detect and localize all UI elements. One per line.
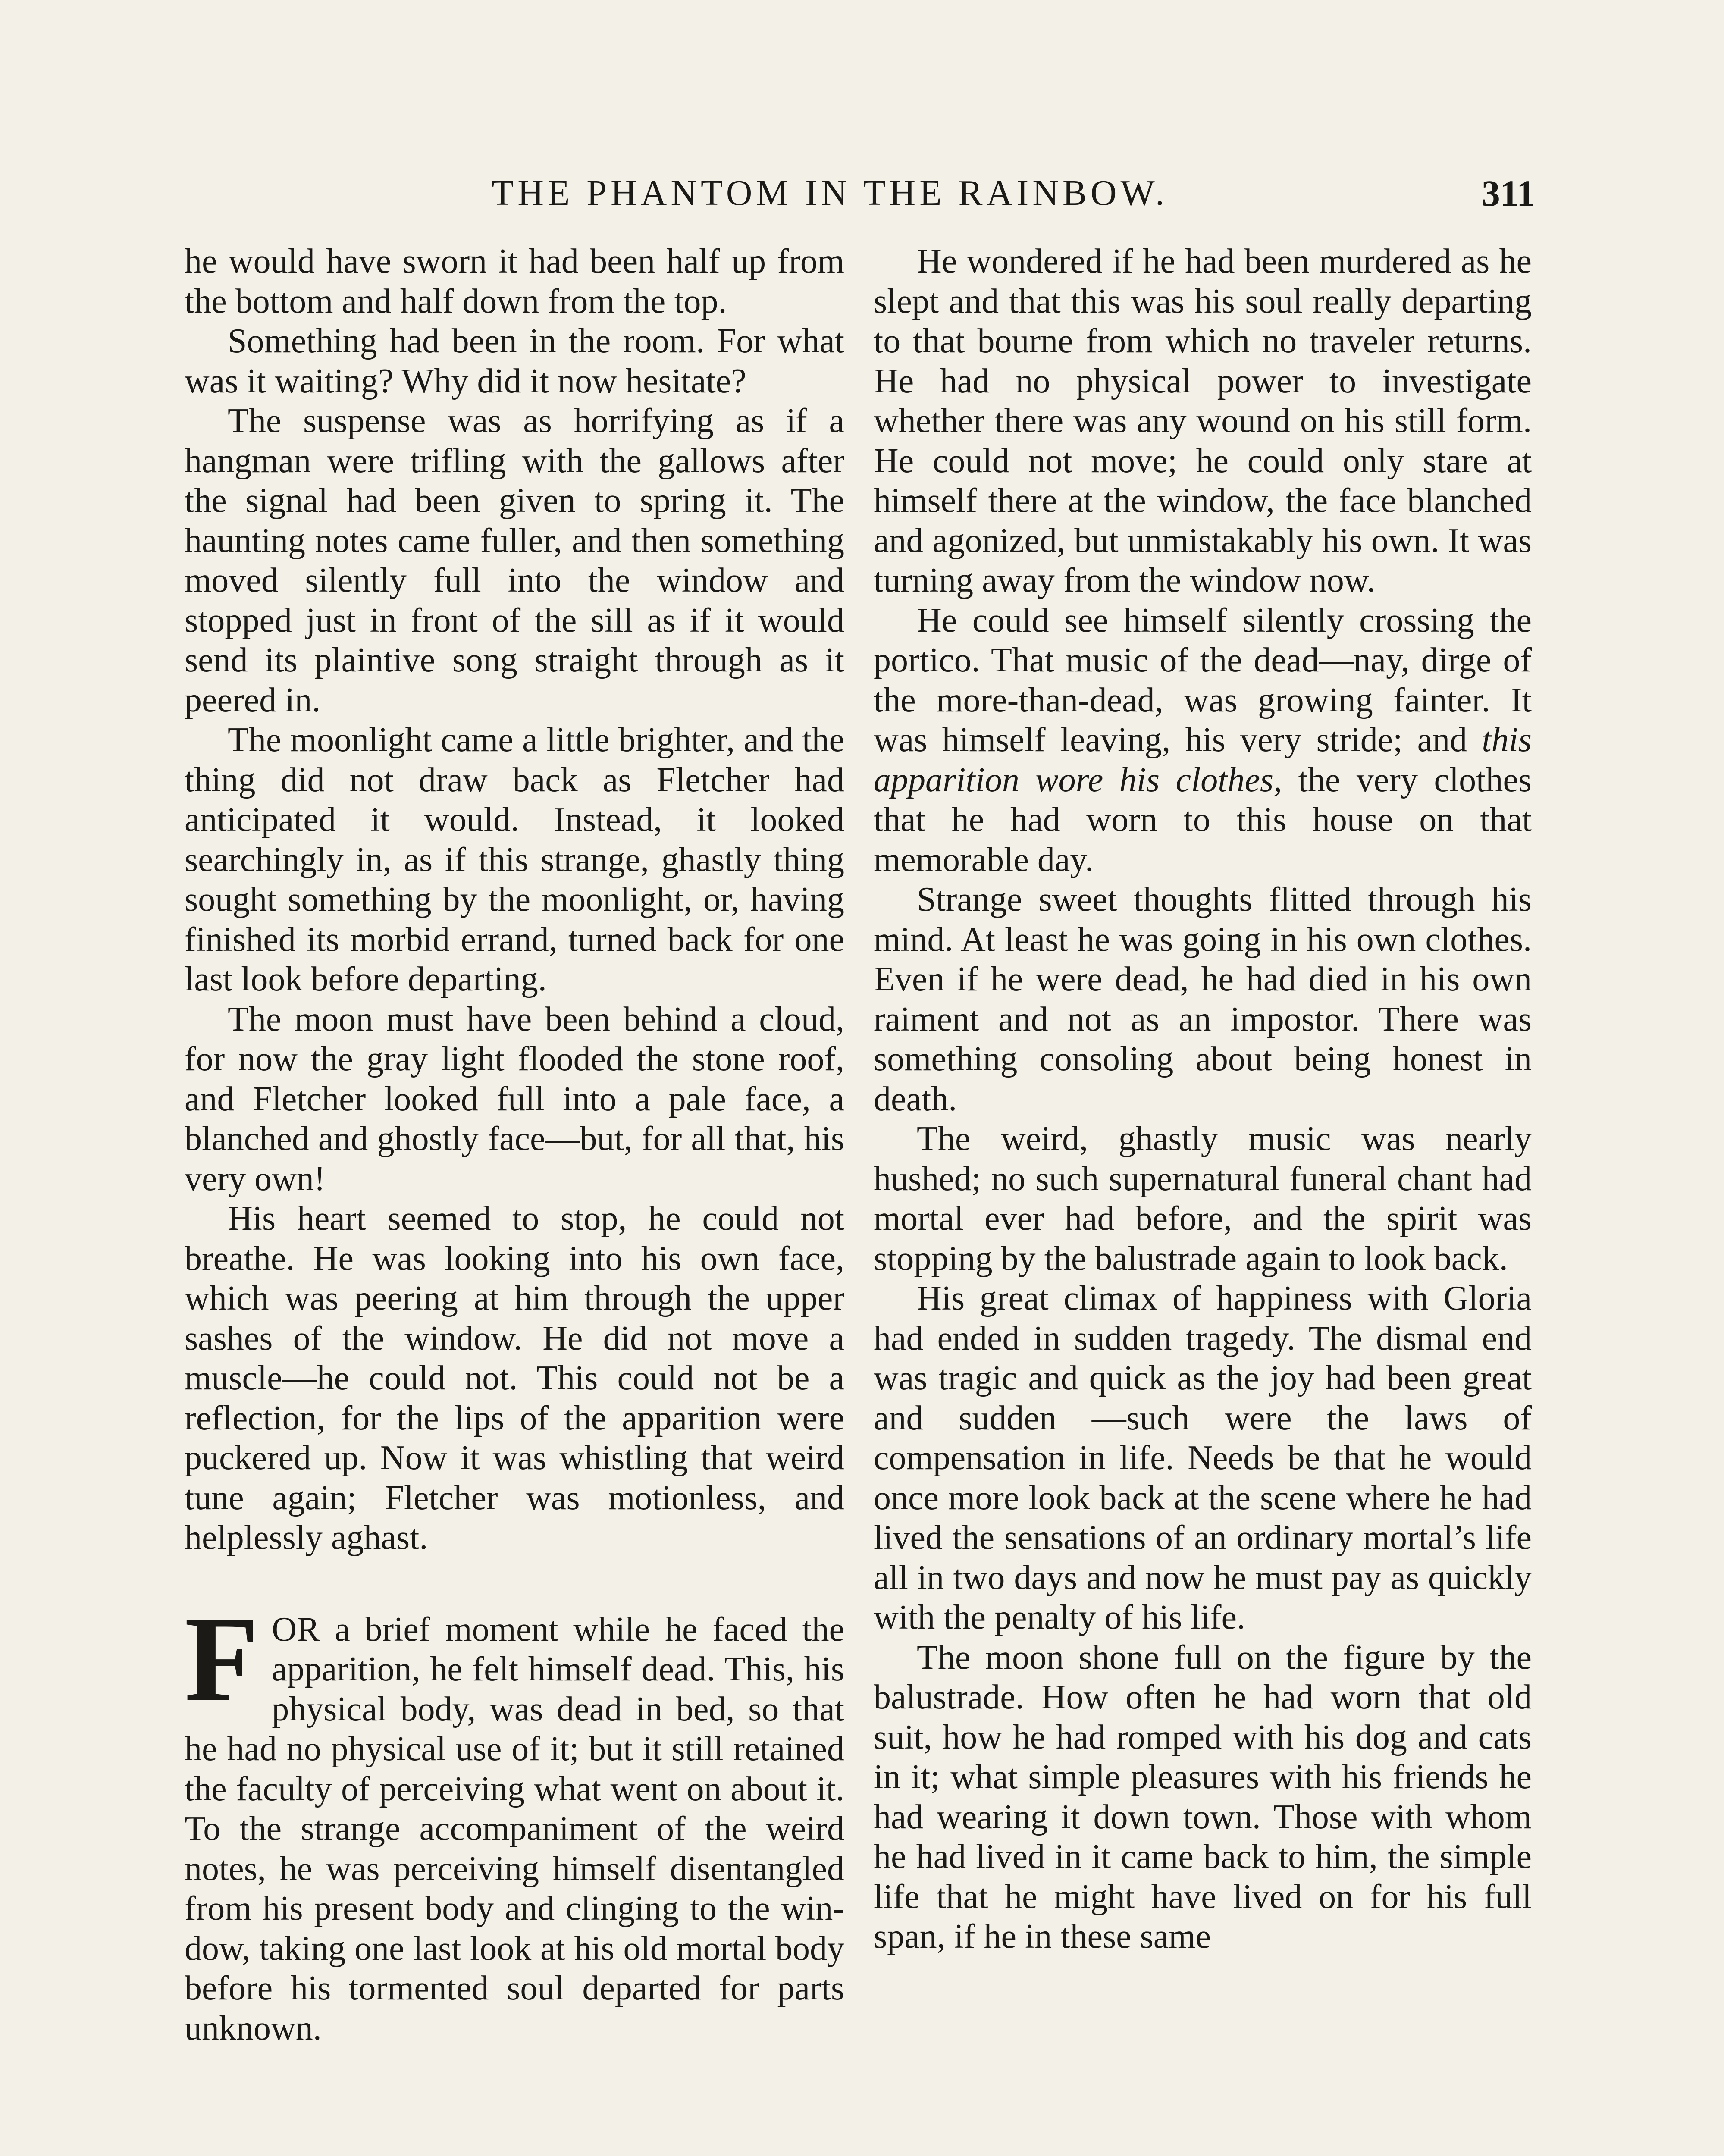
paragraph: His great climax of happiness with Gloria had ended in sudden tragedy. The dismal end was tragic and quick as the joy had been great and sudden —such were the laws of compensation in life. Needs be that he would once more look back at the scene where he had lived the sensations of an ordinary mortal’s life all in two days and now he must pay as quickly with the penalty of his life. xyxy=(874,1279,1532,1636)
paragraph: The moonlight came a little brighter, and the thing did not draw back as Fletcher had anticipated it would. Instead, it looked searchingly in, as if this strange, ghastly thing sought something by the moonlight, or, having finished its morbid errand, turned back for one last look before departing. xyxy=(185,721,844,998)
paragraph: He wondered if he had been murdered as he slept and that this was his soul really departing to that bourne from which no traveler returns. He had no physical power to investigate whether there was any wound on his still form. He could not move; he could only stare at himself there at the window, the face blanched and agonized, but unmistakably his own. It was turning away from the window now. xyxy=(874,242,1532,599)
paragraph: he would have sworn it had been half up from the bottom and half down from the top. xyxy=(185,242,844,320)
paragraph: His heart seemed to stop, he could not breathe. He was looking into his own face, which was peering at him through the upper sashes of the window. He did not move a muscle—he could not. This could not be a reflection, for the lips of the apparition were puckered up. Now it was whistling that weird tune again; Fletcher was motionless, and helplessly aghast. xyxy=(185,1200,844,1557)
running-title: THE PHANTOM IN THE RAINBOW. xyxy=(492,173,1169,213)
paragraph: The moon shone full on the figure by the balustrade. How often he had worn that old suit, how he had romped with his dog and cats in it; what simple pleasures with his friends he had wearing it down town. Those with whom he had lived in it came back to him, the simple life that he might have lived on for his full span, if he in these same xyxy=(874,1638,1532,1955)
page-number: 311 xyxy=(1481,172,1535,214)
paragraph xyxy=(874,601,1532,880)
paragraph: Strange sweet thoughts flitted through his mind. At least he was going in his own clothes. Even if he were dead, he had died in his own raiment and not as an impostor. There was something consoling about being honest in death. xyxy=(874,881,1532,1118)
paragraph: The moon must have been behind a cloud, for now the gray light flooded the stone roof, and Fletcher looked full into a pale face, a blanched and ghostly face—but, for all that, his very own! xyxy=(185,1000,844,1198)
left-column xyxy=(185,241,844,2048)
paragraph: The weird, ghastly music was nearly hushed; no such supernatural funeral chant had mortal ever had before, and the spirit was stopping by the balustrade again to look back. xyxy=(874,1120,1532,1278)
paragraph-text: the very clothes that he had worn to this house on that memorable day. xyxy=(874,761,1532,879)
paragraph: The suspense was as horrifying as if a hangman were trifling with the gallows after the signal had been given to spring it. The haunting notes came fuller, and then something moved silently full into the window and stopped just in front of the sill as if it would send its plaintive song straight through as it peered in. xyxy=(185,402,844,719)
right-column xyxy=(874,241,1532,1957)
section-opening-paragraph xyxy=(185,1591,844,2049)
drop-cap: F xyxy=(185,1591,259,1726)
italic-phrase: this apparition wore his clothes, xyxy=(874,721,1532,799)
page-header xyxy=(181,167,1535,219)
paragraph: Something had been in the room. For what was it waiting? Why did it now hesitate? xyxy=(185,322,844,400)
paragraph-text: He could see himself silently crossing the portico. That music of the dead—nay, dirge of the more-than-dead, was growing fainter. It was himself leaving, his very stride; and xyxy=(874,601,1532,759)
paragraph-text: OR a brief moment while he faced the apparition, he felt himself dead. This, his physical body, was dead in bed, so that he had no physical use of it; but it still retained the faculty of perceiving what went on about it. To the strange accompaniment of the weird notes, he was perceiving himself disentangled from his present body and clinging to the window, taking one last look at his old mortal body before his tormented soul departed for parts unknown. xyxy=(185,1610,844,2047)
